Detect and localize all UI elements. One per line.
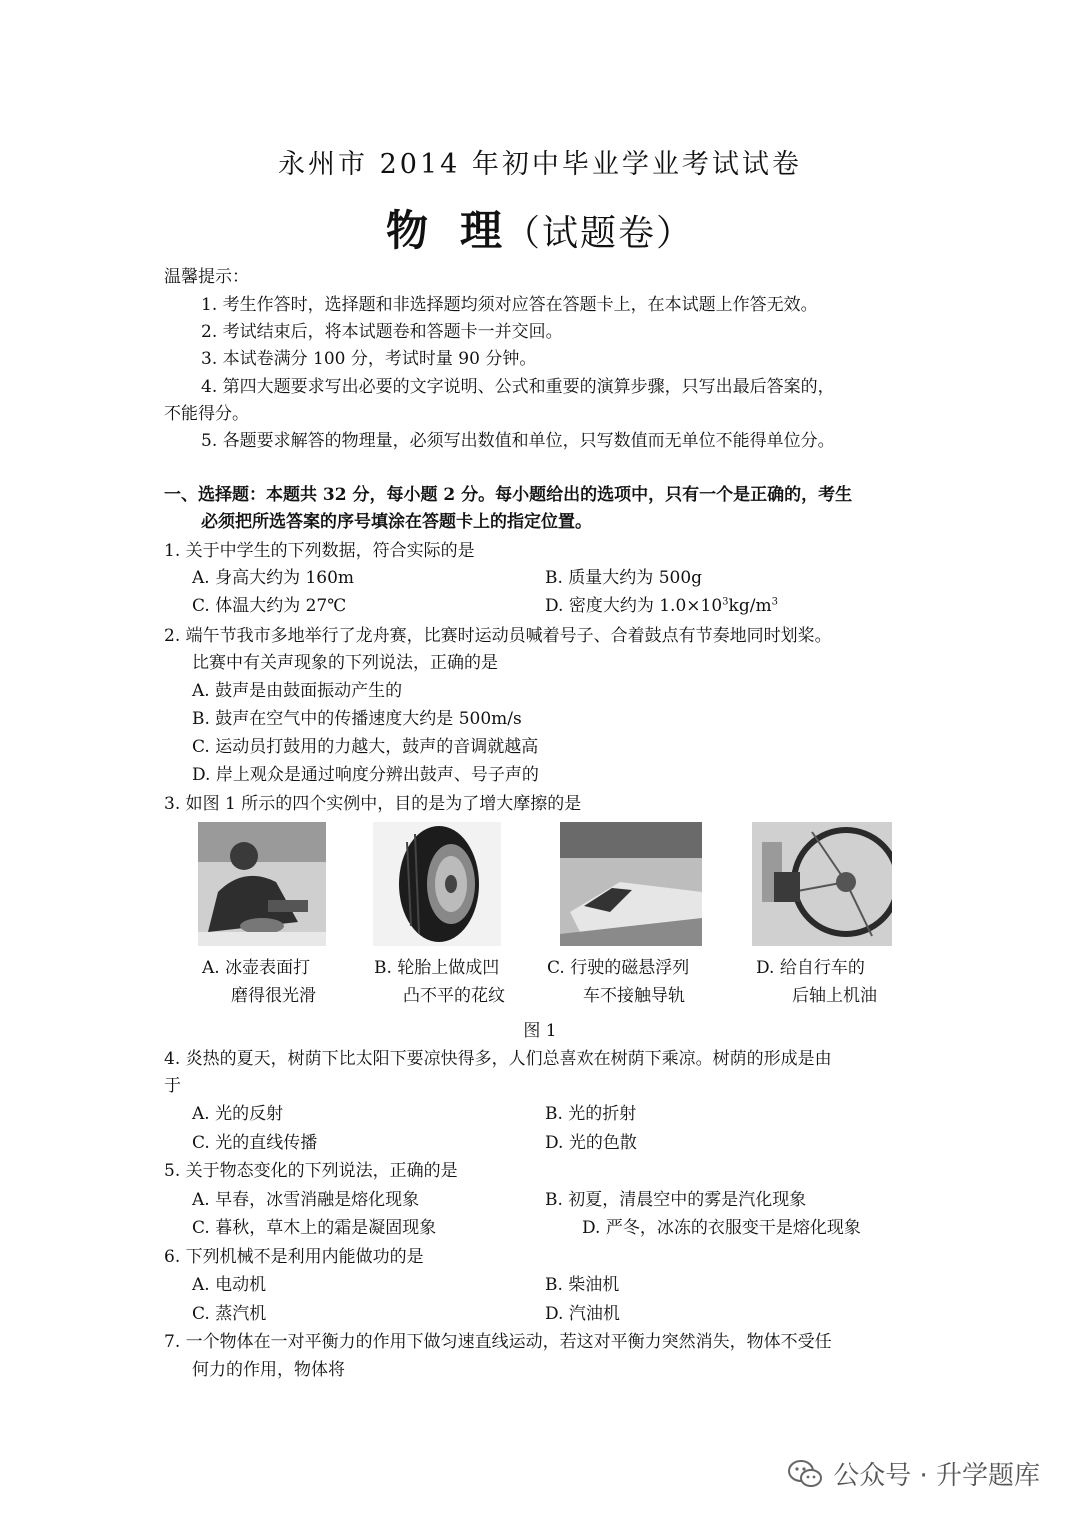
tip-3: 3. 本试卷满分 100 分，考试时量 90 分钟。 xyxy=(201,349,537,369)
tip-2: 2. 考试结束后，将本试题卷和答题卡一并交回。 xyxy=(201,322,563,342)
section1-line2: 必须把所选答案的序号填涂在答题卡上的指定位置。 xyxy=(201,512,592,532)
watermark xyxy=(787,1455,1040,1492)
q2-option-c: C. 运动员打鼓用的力越大，鼓声的音调就越高 xyxy=(192,737,539,757)
q6-option-d: D. 汽油机 xyxy=(545,1304,620,1324)
caption-c-line1: C. 行驶的磁悬浮列 xyxy=(547,958,690,978)
q4-stem-2: 于 xyxy=(164,1076,181,1096)
maglev-photo xyxy=(560,822,702,946)
tips-heading: 温馨提示： xyxy=(164,267,249,287)
caption-d-line2: 后轴上机油 xyxy=(792,986,877,1006)
q4-option-b: B. 光的折射 xyxy=(545,1104,637,1124)
caption-d-line1: D. 给自行车的 xyxy=(756,958,865,978)
wechat-icon xyxy=(787,1459,823,1489)
q5-stem: 5. 关于物态变化的下列说法，正确的是 xyxy=(164,1161,458,1181)
q3-stem: 3. 如图 1 所示的四个实例中，目的是为了增大摩擦的是 xyxy=(164,794,582,814)
q1-d-sup: 3 xyxy=(722,596,729,608)
q5-option-a: A. 早春，冰雪消融是熔化现象 xyxy=(192,1190,420,1210)
q2-option-b: B. 鼓声在空气中的传播速度大约是 500m/s xyxy=(192,709,522,729)
fig-caption-a xyxy=(202,954,316,1010)
caption-c-line2: 车不接触导轨 xyxy=(583,986,685,1006)
tip-1: 1. 考生作答时，选择题和非选择题均须对应答在答题卡上，在本试题上作答无效。 xyxy=(201,295,818,315)
q6-stem: 6. 下列机械不是利用内能做功的是 xyxy=(164,1247,424,1267)
q5-option-b: B. 初夏，清晨空中的雾是汽化现象 xyxy=(545,1190,807,1210)
q1-option-b: B. 质量大约为 500g xyxy=(545,568,703,588)
q6-option-b: B. 柴油机 xyxy=(545,1275,620,1295)
q1-option-c: C. 体温大约为 27℃ xyxy=(192,596,347,616)
q6-option-c: C. 蒸汽机 xyxy=(192,1304,267,1324)
subject-char-2: 理 xyxy=(459,206,504,255)
q1-d-text: D. 密度大约为 1.0×10 xyxy=(545,596,723,616)
q5-option-c: C. 暮秋，草木上的霜是凝固现象 xyxy=(192,1218,437,1238)
q4-option-d: D. 光的色散 xyxy=(545,1133,637,1153)
subject-subtitle: （试题卷） xyxy=(504,213,695,254)
fig-caption-b xyxy=(374,954,505,1010)
q4-option-c: C. 光的直线传播 xyxy=(192,1133,318,1153)
caption-b-line2: 凸不平的花纹 xyxy=(403,986,505,1006)
tip-5: 5. 各题要求解答的物理量，必须写出数值和单位，只写数值而无单位不能得单位分。 xyxy=(201,431,835,451)
watermark-text: 公众号 · 升学题库 xyxy=(833,1461,1040,1491)
exam-title: 永州市 2014 年初中毕业学业考试试卷 xyxy=(278,149,802,180)
q1-option-d xyxy=(545,591,778,616)
fig-caption-c xyxy=(547,954,689,1010)
tip-4: 4. 第四大题要求写出必要的文字说明、公式和重要的演算步骤，只写出最后答案的， xyxy=(201,377,835,397)
q2-option-d: D. 岸上观众是通过响度分辨出鼓声、号子声的 xyxy=(192,765,539,785)
q1-d-sup2: 3 xyxy=(771,596,778,608)
q5-option-d: D. 严冬，冰冻的衣服变干是熔化现象 xyxy=(582,1218,861,1238)
section1-line1: 一、选择题：本题共 32 分，每小题 2 分。每小题给出的选项中，只有一个是正确的，考生 xyxy=(164,485,853,505)
bicycle-photo xyxy=(752,822,892,946)
caption-a-line1: A. 冰壶表面打 xyxy=(202,958,311,978)
q2-option-a: A. 鼓声是由鼓面振动产生的 xyxy=(192,681,403,701)
q2-stem-2: 比赛中有关声现象的下列说法，正确的是 xyxy=(192,653,498,673)
caption-b-line1: B. 轮胎上做成凹 xyxy=(374,958,500,978)
q7-stem-1: 7. 一个物体在一对平衡力的作用下做匀速直线运动，若这对平衡力突然消失，物体不受任 xyxy=(164,1332,832,1352)
tire-photo xyxy=(373,822,501,946)
q4-option-a: A. 光的反射 xyxy=(192,1104,284,1124)
curling-photo xyxy=(198,822,326,946)
subject-char-1: 物 xyxy=(385,206,430,255)
q1-stem: 1. 关于中学生的下列数据，符合实际的是 xyxy=(164,541,475,561)
q2-stem-1: 2. 端午节我市多地举行了龙舟赛，比赛时运动员喊着号子、合着鼓点有节奏地同时划桨。 xyxy=(164,626,832,646)
fig-caption-d xyxy=(756,954,877,1010)
figure-label: 图 1 xyxy=(523,1021,557,1041)
q1-d-unit: kg/m xyxy=(728,596,772,616)
q4-stem-1: 4. 炎热的夏天，树荫下比太阳下要凉快得多，人们总喜欢在树荫下乘凉。树荫的形成是由 xyxy=(164,1049,832,1069)
subject-title xyxy=(0,198,1080,258)
q6-option-a: A. 电动机 xyxy=(192,1275,267,1295)
tip-4-cont: 不能得分。 xyxy=(164,404,249,424)
q1-option-a: A. 身高大约为 160m xyxy=(192,568,355,588)
q7-stem-2: 何力的作用，物体将 xyxy=(192,1360,345,1380)
caption-a-line2: 磨得很光滑 xyxy=(231,986,316,1006)
